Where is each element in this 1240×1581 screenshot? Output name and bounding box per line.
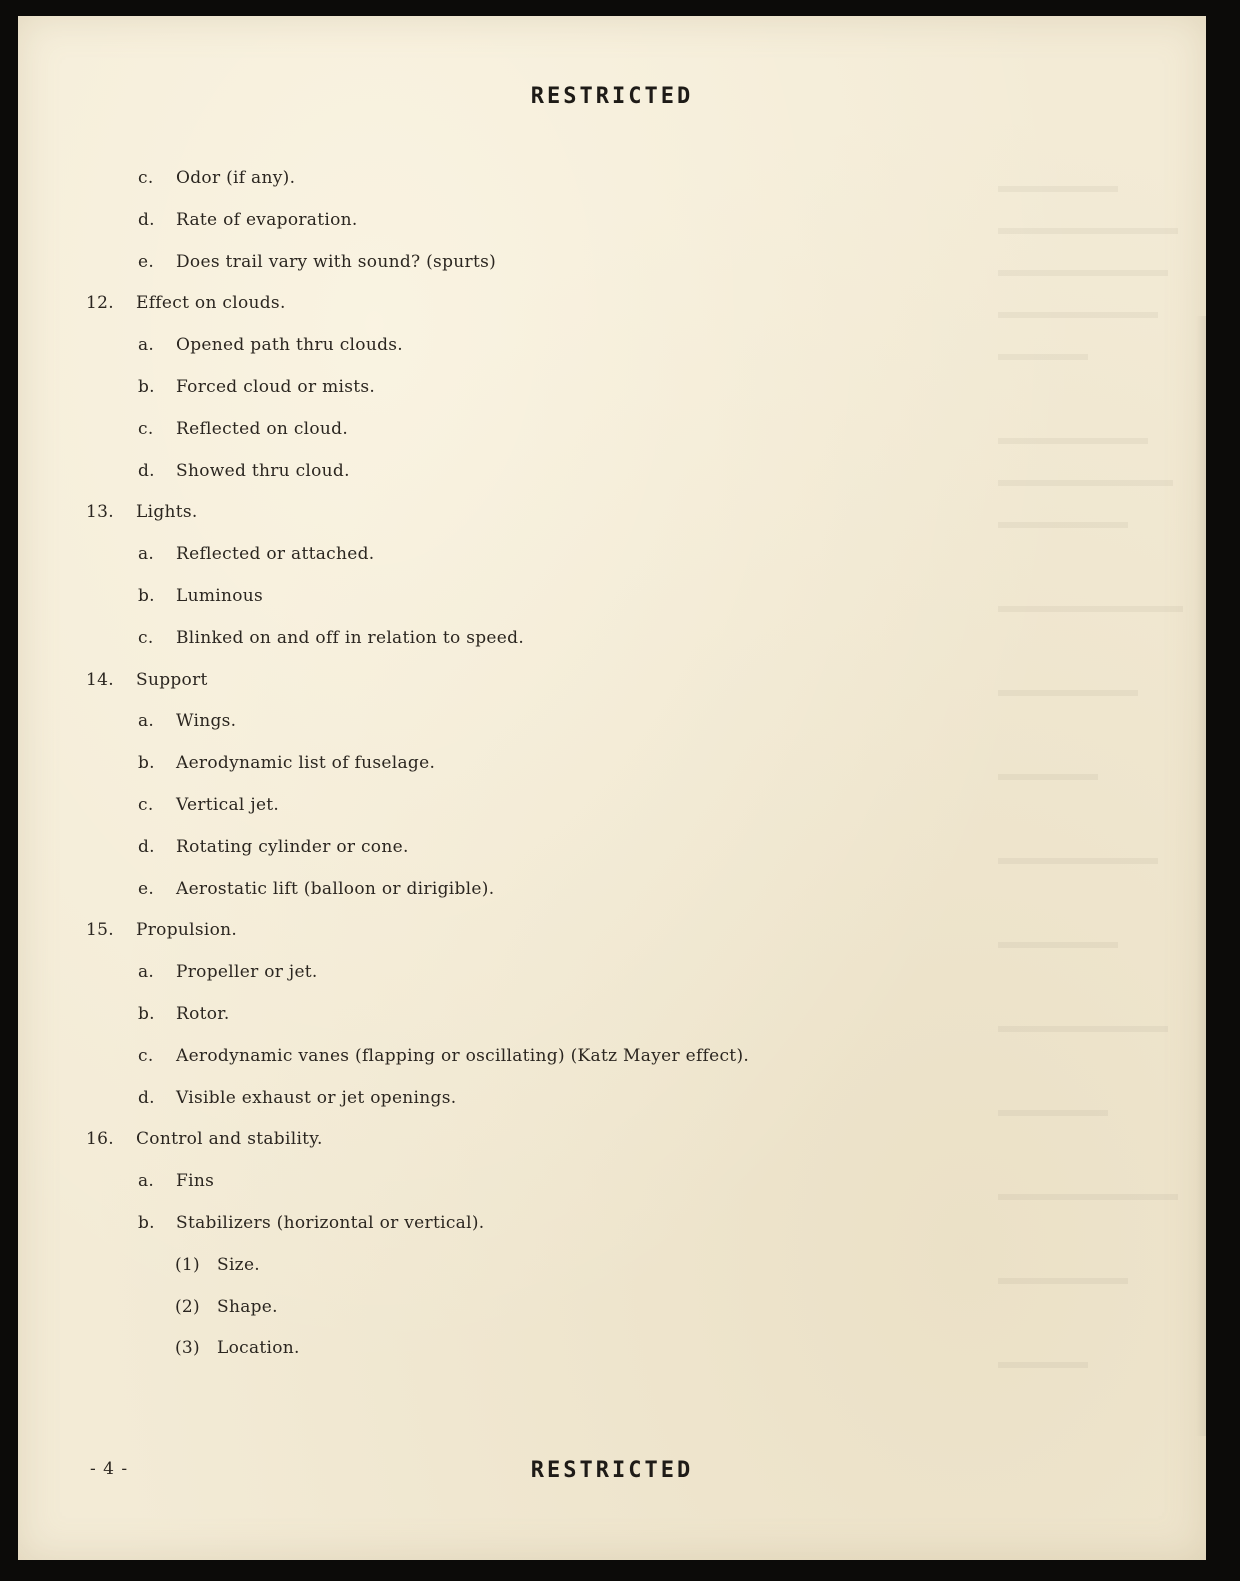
outline-item xyxy=(18,584,1206,626)
outline-list xyxy=(18,166,1206,1378)
page-number: - 4 - xyxy=(90,1459,129,1479)
outline-item xyxy=(18,793,1206,835)
outline-item-marker: d. xyxy=(138,1087,155,1108)
outline-item xyxy=(18,500,1206,542)
outline-item xyxy=(18,1169,1206,1211)
outline-item-marker: 16. xyxy=(86,1129,114,1150)
page-footer-classification: RESTRICTED xyxy=(530,1458,694,1483)
outline-item xyxy=(18,459,1206,501)
outline-item-text: Showed thru cloud. xyxy=(176,460,350,481)
outline-item-marker: c. xyxy=(138,1045,154,1066)
outline-item-marker: d. xyxy=(138,460,155,481)
outline-item xyxy=(18,1253,1206,1295)
outline-item xyxy=(18,166,1206,208)
outline-item-marker: b. xyxy=(138,753,155,774)
outline-item-marker: c. xyxy=(138,168,154,188)
outline-item-marker: (3) xyxy=(175,1338,200,1359)
outline-item-marker: (1) xyxy=(175,1254,200,1275)
outline-item-marker: a. xyxy=(138,711,155,732)
outline-item xyxy=(18,1086,1206,1128)
outline-item-marker: c. xyxy=(138,627,154,648)
outline-item-text: Aerostatic lift (balloon or dirigible). xyxy=(176,878,495,899)
outline-item xyxy=(18,1044,1206,1086)
outline-item xyxy=(18,877,1206,919)
outline-item-text: Rotor. xyxy=(176,1003,230,1024)
outline-item-marker: 14. xyxy=(86,669,114,690)
outline-item xyxy=(18,626,1206,668)
outline-item-marker: b. xyxy=(138,1212,155,1233)
outline-item-text: Does trail vary with sound? (spurts) xyxy=(176,251,497,272)
outline-item-marker: d. xyxy=(138,209,155,230)
outline-item-text: Lights. xyxy=(136,502,198,523)
outline-item xyxy=(18,291,1206,333)
outline-item-text: Aerodynamic vanes (flapping or oscillating) (Katz Mayer effect). xyxy=(176,1045,750,1066)
outline-item-text: Propulsion. xyxy=(136,920,238,941)
outline-item-text: Fins xyxy=(176,1171,215,1192)
outline-item-marker: c. xyxy=(138,418,154,439)
outline-item xyxy=(18,208,1206,250)
outline-item-marker: 13. xyxy=(86,502,114,523)
outline-item-marker: 12. xyxy=(86,293,114,314)
outline-item-text: Effect on clouds. xyxy=(136,293,286,314)
outline-item-text: Shape. xyxy=(217,1296,278,1317)
outline-item xyxy=(18,1127,1206,1169)
outline-item xyxy=(18,333,1206,375)
outline-item-text: Visible exhaust or jet openings. xyxy=(176,1087,457,1108)
outline-item-text: Wings. xyxy=(176,711,237,732)
outline-item-marker: b. xyxy=(138,585,155,606)
outline-item-text: Rotating cylinder or cone. xyxy=(176,836,409,857)
outline-item xyxy=(18,542,1206,584)
outline-item-text: Luminous xyxy=(176,585,264,606)
outline-item xyxy=(18,918,1206,960)
document-page xyxy=(18,16,1206,1560)
outline-item-text: Odor (if any). xyxy=(176,168,296,188)
outline-item-marker: (2) xyxy=(175,1296,200,1317)
outline-item-marker: a. xyxy=(138,335,155,356)
outline-item xyxy=(18,1002,1206,1044)
outline-item-marker: 15. xyxy=(86,920,114,941)
outline-item-text: Vertical jet. xyxy=(176,794,280,815)
outline-item xyxy=(18,1295,1206,1337)
outline-item xyxy=(18,375,1206,417)
outline-item-text: Forced cloud or mists. xyxy=(176,376,376,397)
outline-item xyxy=(18,835,1206,877)
outline-item-text: Support xyxy=(136,669,208,690)
outline-item-text: Reflected on cloud. xyxy=(176,418,349,439)
outline-item xyxy=(18,417,1206,459)
outline-item-text: Location. xyxy=(217,1338,300,1359)
outline-item-marker: e. xyxy=(138,251,155,272)
outline-item-text: Opened path thru clouds. xyxy=(176,335,403,356)
outline-item-text: Reflected or attached. xyxy=(176,544,375,565)
outline-item-text: Blinked on and off in relation to speed. xyxy=(176,627,525,648)
outline-item-text: Control and stability. xyxy=(136,1129,323,1150)
outline-item-text: Propeller or jet. xyxy=(176,962,318,983)
outline-item-marker: d. xyxy=(138,836,155,857)
outline-item-marker: b. xyxy=(138,376,155,397)
outline-item-text: Rate of evaporation. xyxy=(176,209,358,230)
outline-item xyxy=(18,709,1206,751)
outline-item-marker: a. xyxy=(138,962,155,983)
outline-item-marker: e. xyxy=(138,878,155,899)
outline-item-marker: b. xyxy=(138,1003,155,1024)
outline-item-text: Aerodynamic list of fuselage. xyxy=(176,753,436,774)
page-header-classification: RESTRICTED xyxy=(530,84,694,109)
outline-item xyxy=(18,250,1206,292)
outline-item-marker: a. xyxy=(138,1171,155,1192)
outline-item-text: Stabilizers (horizontal or vertical). xyxy=(176,1212,485,1233)
outline-item xyxy=(18,751,1206,793)
outline-item-marker: a. xyxy=(138,544,155,565)
outline-item xyxy=(18,1211,1206,1253)
outline-item-marker: c. xyxy=(138,794,154,815)
outline-item xyxy=(18,1336,1206,1378)
outline-item xyxy=(18,668,1206,710)
outline-item xyxy=(18,960,1206,1002)
outline-item-text: Size. xyxy=(217,1254,261,1275)
